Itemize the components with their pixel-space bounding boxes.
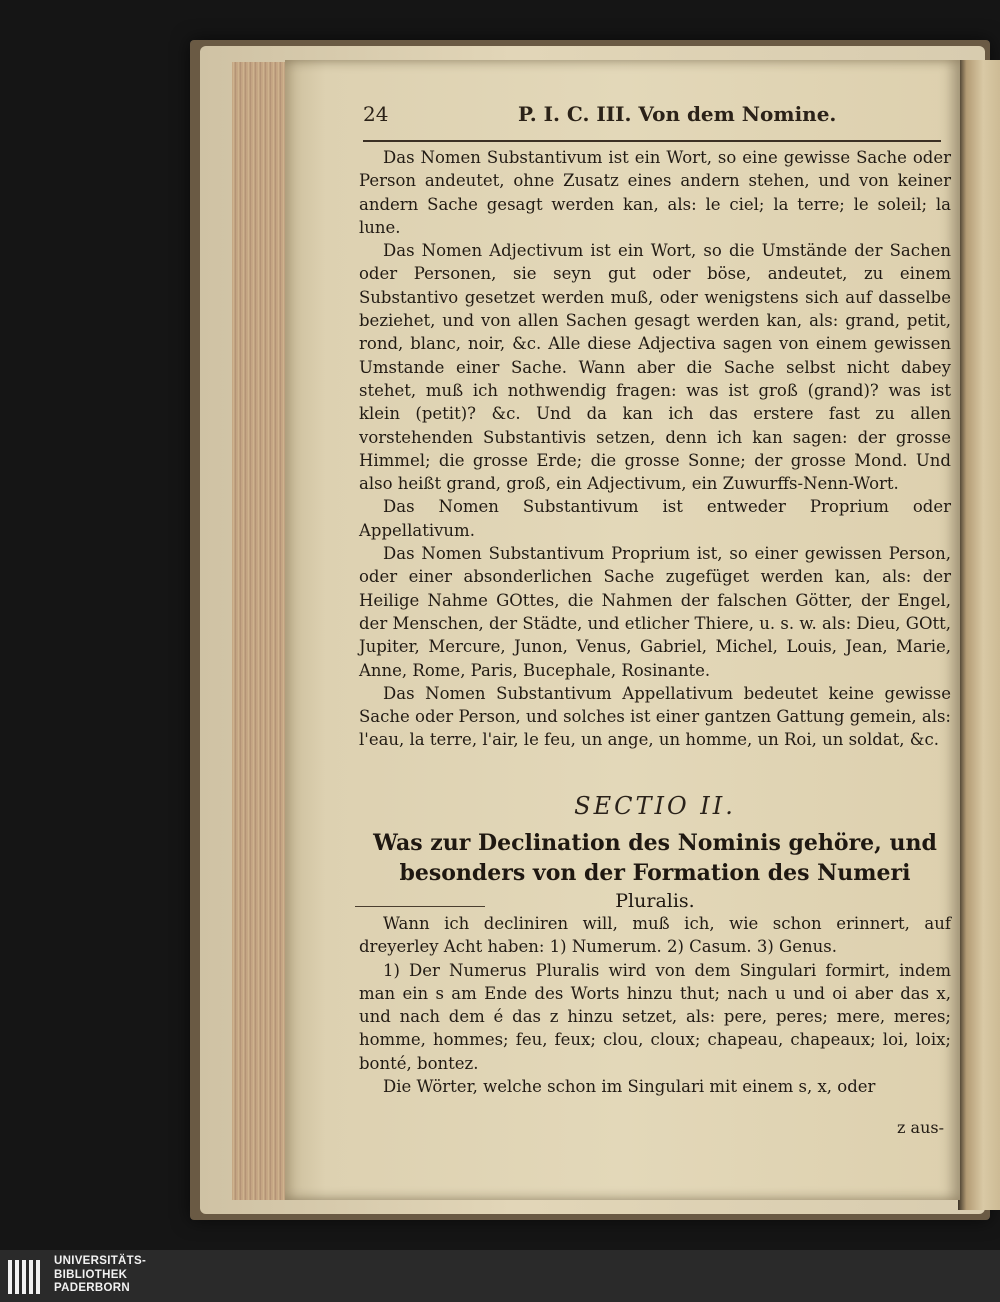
- section-text: [359, 912, 951, 1098]
- paragraph-appellativum: Das Nomen Substantivum Appellativum bedeutet keine gewisse Sache oder Person, und solches ist einer gantzen Gattung gemein, als: l'eau, la terre, l'air, le feu, un ange, un homme, un Roi, un soldat, &c.: [359, 683, 951, 750]
- paragraph-numerus-pluralis: 1) Der Numerus Pluralis wird von dem Singulari formirt, indem man ein s am Ende des Worts hinzu thut; nach u und oi aber das x, und nach dem é das z hinzu setzet, als: pere, peres; mere, meres; homme, hommes; feu, feux; clou, cloux; chapeau, chapeaux; loi, loix; bonté, bontez.: [359, 960, 951, 1073]
- paragraph-woerter: Die Wörter, welche schon im Singulari mit einem s, x, oder: [383, 1077, 876, 1097]
- library-name: [54, 1255, 146, 1296]
- catchword: z aus-: [897, 1118, 944, 1137]
- library-name-line1: UNIVERSITÄTS-: [54, 1255, 147, 1267]
- library-footer: [0, 1250, 1000, 1302]
- library-name-line2: BIBLIOTHEK: [54, 1268, 128, 1281]
- book-page: [285, 60, 960, 1200]
- page-header: [363, 102, 953, 132]
- library-name-line3: PADERBORN: [54, 1282, 130, 1294]
- paragraph-proprium-appellativum: Das Nomen Substantivum ist entweder Proprium oder Appellativum.: [359, 497, 951, 540]
- header-rule: [363, 140, 941, 142]
- section-heading-last: Pluralis.: [615, 890, 695, 912]
- page-number: 24: [363, 102, 389, 126]
- page-edges: [232, 62, 292, 1200]
- paragraph-substantivum: Das Nomen Substantivum ist ein Wort, so eine gewisse Sache oder Person andeutet, ohne Zusatz eines andern stehen, und von keiner andern Sache gesagt werden kan, als: le ciel; la terre; le soleil; la lune.: [359, 148, 951, 237]
- section-label: SECTIO II.: [574, 792, 736, 820]
- paragraph-decliniren: Wann ich decliniren will, muß ich, wie schon erinnert, auf dreyerley Acht haben: 1) Numerum. 2) Casum. 3) Genus.: [359, 914, 951, 957]
- paragraph-proprium: Das Nomen Substantivum Proprium ist, so einer gewissen Person, oder einer absonderlichen Sache zugefüget werden kan, als: der Heilige Nahme GOttes, die Nahmen der falschen Götter, der Engel, der Menschen, der Städte, und etlicher Thiere, u. s. w. als: Dieu, GOtt, Jupiter, Mercure, Junon, Venus, Gabriel, Michel, Louis, Jean, Marie, Anne, Rome, Paris, Bucephale, Rosinante.: [359, 544, 951, 680]
- paragraph-adjectivum: Das Nomen Adjectivum ist ein Wort, so die Umstände der Sachen oder Personen, sie seyn gut oder böse, andeutet, zu einem Substantivo gesetzet werden muß, oder wenigstens sich auf dasselbe beziehet, und von allen Sachen gesagt werden kan, als: grand, petit, rond, blanc, noir, &c. Alle diese Adjectiva sagen von einem gewissen Umstande einer Sache. Wann aber die Sache selbst nicht dabey stehet, muß ich nothwendig fragen: was ist groß (grand)? was ist klein (petit)? &c. Und da kan ich das erstere fast zu allen vorstehenden Substantivis setzen, denn ich kan sagen: der grosse Himmel; die grosse Erde; die grosse Sonne; der grosse Mond. Und also heißt grand, groß, ein Adjectivum, ein Zuwurffs-Nenn-Wort.: [359, 241, 951, 494]
- section-heading-text: Was zur Declination des Nominis gehöre, und besonders von der Formation des Numeri: [373, 830, 937, 886]
- main-text: [359, 146, 951, 752]
- library-logo-icon: [6, 1256, 46, 1296]
- section-rule: [355, 906, 485, 907]
- section-heading: [359, 828, 951, 914]
- running-head: P. I. C. III. Von dem Nomine.: [518, 102, 837, 126]
- facing-page-edge: [958, 60, 1000, 1210]
